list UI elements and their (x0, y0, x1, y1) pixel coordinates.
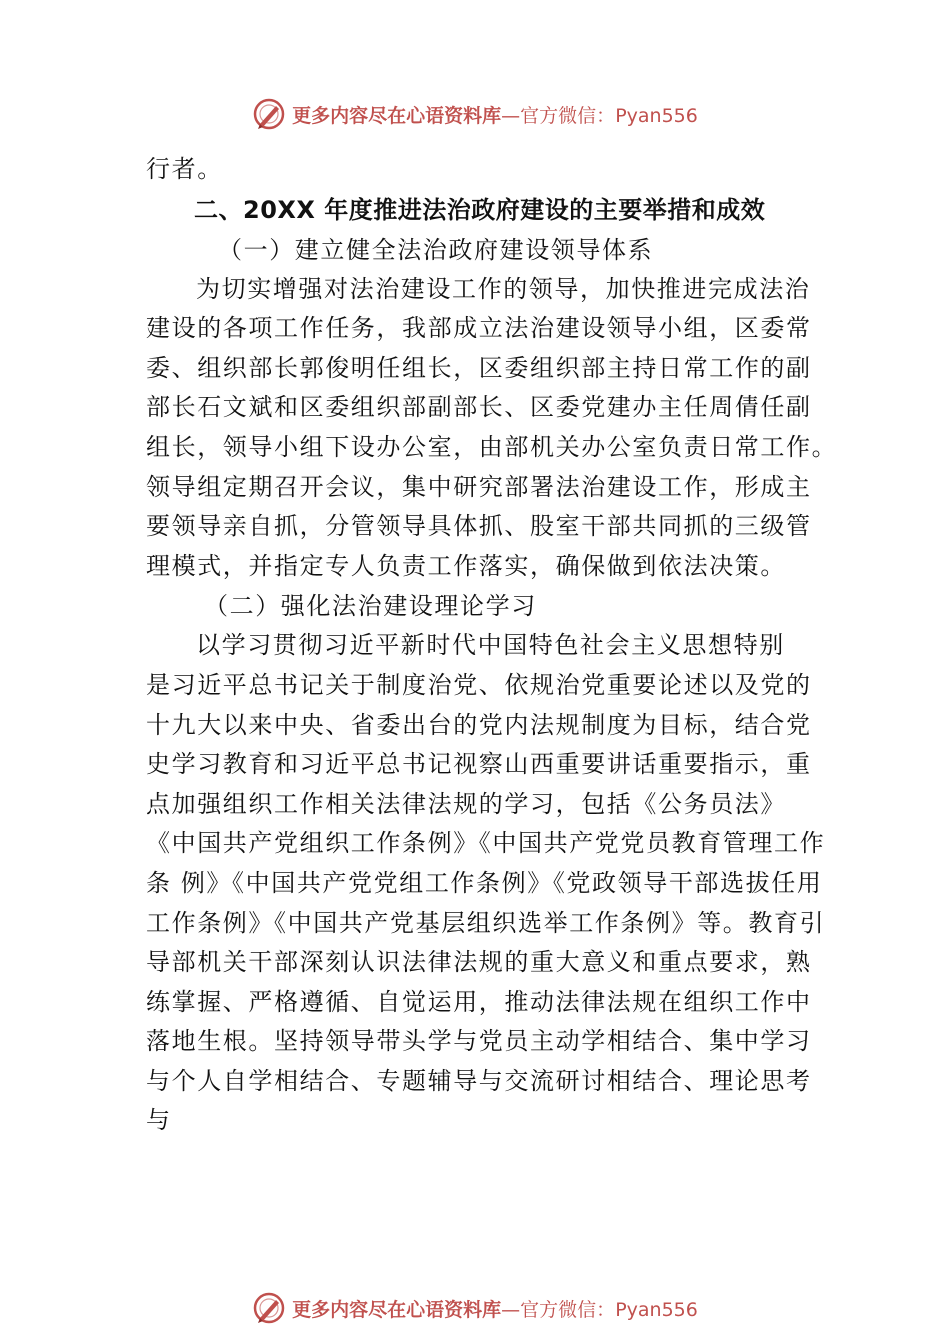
paragraph-line: 点加强组织工作相关法律法规的学习，包括《公务员法》 (146, 789, 786, 818)
section-heading: 二、20XX 年度推进法治政府建设的主要举措和成效 (194, 195, 766, 224)
footer-banner-sep: — (501, 1298, 521, 1321)
footer-banner-main: 更多内容尽在心语资料库 (292, 1298, 502, 1321)
paragraph-line: 为切实增强对法治建设工作的领导，加快推进完成法治 (196, 274, 811, 303)
paragraph-line: 十九大以来中央、省委出台的党内法规制度为目标，结合党 (146, 710, 812, 739)
header-banner-main: 更多内容尽在心语资料库 (292, 104, 502, 127)
paragraph-line: 委、组织部长郭俊明任组长，区委组织部主持日常工作的副 (146, 353, 812, 382)
paragraph-line: 条 例》《中国共产党党组工作条例》《党政领导干部选拔任用 (146, 868, 823, 897)
paragraph-line: 建设的各项工作任务，我部成立法治建设领导小组，区委常 (146, 314, 812, 343)
pen-logo-icon (252, 1291, 286, 1325)
subsection-1-heading: （一）建立健全法治政府建设领导体系 (218, 235, 654, 264)
header-banner-sep: — (501, 104, 521, 127)
document-body (146, 150, 838, 1141)
paragraph-line: 工作条例》《中国共产党基层组织选举工作条例》等。教育引 (146, 908, 826, 937)
paragraph-line: 与个人自学相结合、专题辅导与交流研讨相结合、理论思考 (146, 1066, 812, 1095)
header-banner-text (292, 101, 698, 128)
footer-banner (0, 1288, 950, 1328)
paragraph-line: 练掌握、严格遵循、自觉运用，推动法律法规在组织工作中 (146, 987, 812, 1016)
footer-banner-contact-id: Pyan556 (615, 1298, 698, 1321)
paragraph-line: 理模式，并指定专人负责工作落实，确保做到依法决策。 (146, 551, 786, 580)
paragraph-line: 要领导亲自抓，分管领导具体抓、股室干部共同抓的三级管 (146, 512, 812, 541)
paragraph-line: 导部机关干部深刻认识法律法规的重大意义和重点要求，熟 (146, 948, 812, 977)
subsection-2-paragraph (146, 626, 826, 1141)
paragraph-line: 以学习贯彻习近平新时代中国特色社会主义思想特别 (196, 631, 785, 660)
header-banner (0, 94, 950, 134)
paragraph-line: 组长，领导小组下设办公室，由部机关办公室负责日常工作。 (146, 432, 838, 461)
carry-over-line: 行者。 (146, 155, 223, 183)
subsection-1-paragraph (146, 270, 838, 587)
footer-banner-contact-label: 官方微信： (520, 1298, 616, 1321)
paragraph-line: 《中国共产党组织工作条例》《中国共产党党员教育管理工作 (146, 829, 826, 858)
paragraph-line: 落地生根。坚持领导带头学与党员主动学相结合、集中学习 (146, 1027, 812, 1056)
subsection-2-heading: （二）强化法治建设理论学习 (204, 592, 537, 621)
header-banner-contact-id: Pyan556 (615, 104, 698, 127)
footer-banner-text (292, 1295, 698, 1322)
header-banner-contact-label: 官方微信： (520, 104, 616, 127)
paragraph-line: 是习近平总书记关于制度治党、依规治党重要论述以及党的 (146, 670, 812, 699)
pen-logo-icon (252, 97, 286, 131)
paragraph-line: 部长石文斌和区委组织部副部长、区委党建办主任周倩任副 (146, 393, 812, 422)
paragraph-line: 领导组定期召开会议，集中研究部署法治建设工作，形成主 (146, 472, 812, 501)
paragraph-line: 与 (146, 1106, 172, 1135)
paragraph-line: 史学习教育和习近平总书记视察山西重要讲话重要指示，重 (146, 750, 812, 779)
